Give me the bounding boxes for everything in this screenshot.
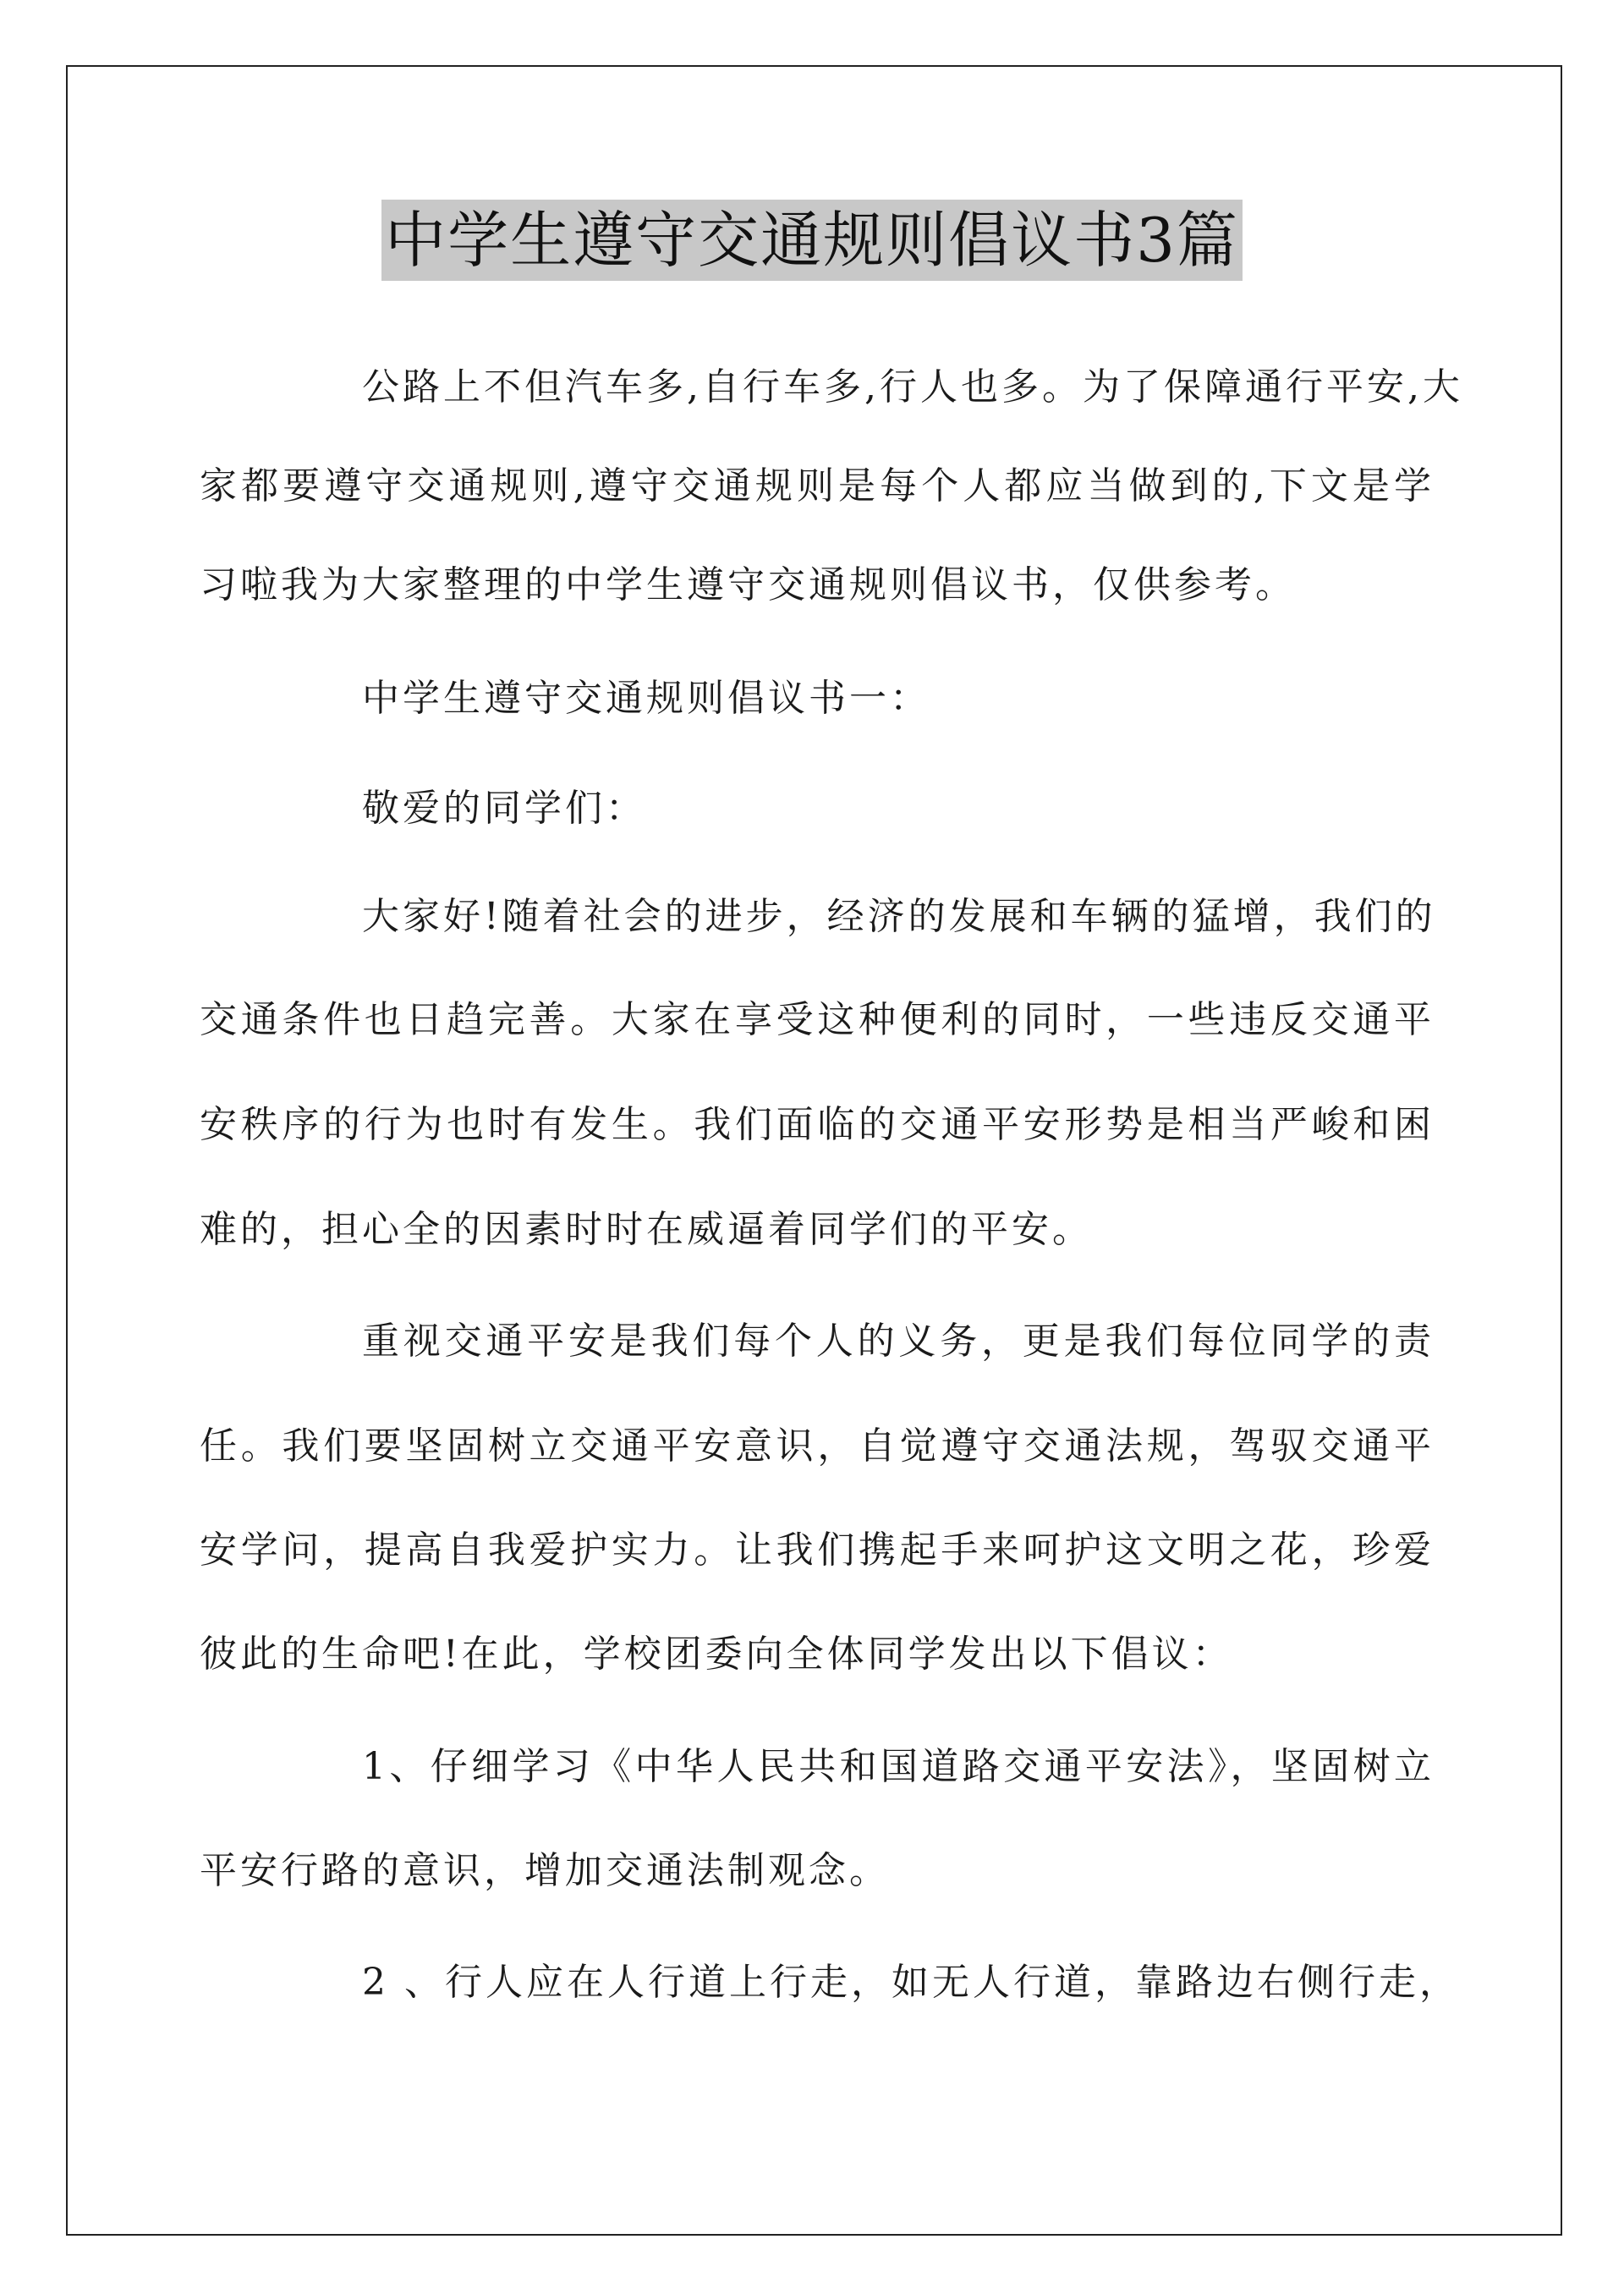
title-container — [0, 200, 1624, 281]
paragraph-line: 大家好!随着社会的进步，经济的发展和车辆的猛增，我们的 — [362, 895, 1436, 938]
list-item-line: 2 、行人应在人行道上行走，如无人行道，靠路边右侧行走， — [362, 1961, 1460, 2004]
paragraph-line: 安秩序的行为也时有发生。我们面临的交通平安形势是相当严峻和困 — [200, 1103, 1435, 1146]
paragraph-line: 家都要遵守交通规则,遵守交通规则是每个人都应当做到的,下文是学 — [200, 464, 1435, 508]
paragraph-line: 彼此的生命吧!在此，学校团委向全体同学发出以下倡议： — [200, 1633, 1233, 1676]
section-heading: 中学生遵守交通规则倡议书一： — [362, 677, 930, 720]
paragraph-line: 习啦我为大家整理的中学生遵守交通规则倡议书，仅供参考。 — [200, 563, 1296, 606]
paragraph-line: 重视交通平安是我们每个人的义务，更是我们每位同学的责 — [362, 1320, 1435, 1363]
list-item-line: 平安行路的意识，增加交通法制观念。 — [200, 1849, 890, 1892]
paragraph-line: 任。我们要坚固树立交通平安意识，自觉遵守交通法规，驾驭交通平 — [200, 1424, 1435, 1468]
paragraph-line: 难的，担心全的因素时时在威逼着同学们的平安。 — [200, 1208, 1093, 1251]
paragraph-line: 公路上不但汽车多,自行车多,行人也多。为了保障通行平安,大 — [362, 365, 1463, 409]
list-item-line: 1、仔细学习《中华人民共和国道路交通平安法》，坚固树立 — [362, 1745, 1435, 1788]
paragraph-line: 安学问，提高自我爱护实力。让我们携起手来呵护这文明之花，珍爱 — [200, 1528, 1435, 1572]
paragraph-line: 交通条件也日趋完善。大家在享受这种便利的同时，一些违反交通平 — [200, 998, 1435, 1041]
document-title: 中学生遵守交通规则倡议书3篇 — [381, 200, 1243, 281]
salutation: 敬爱的同学们： — [362, 787, 646, 830]
